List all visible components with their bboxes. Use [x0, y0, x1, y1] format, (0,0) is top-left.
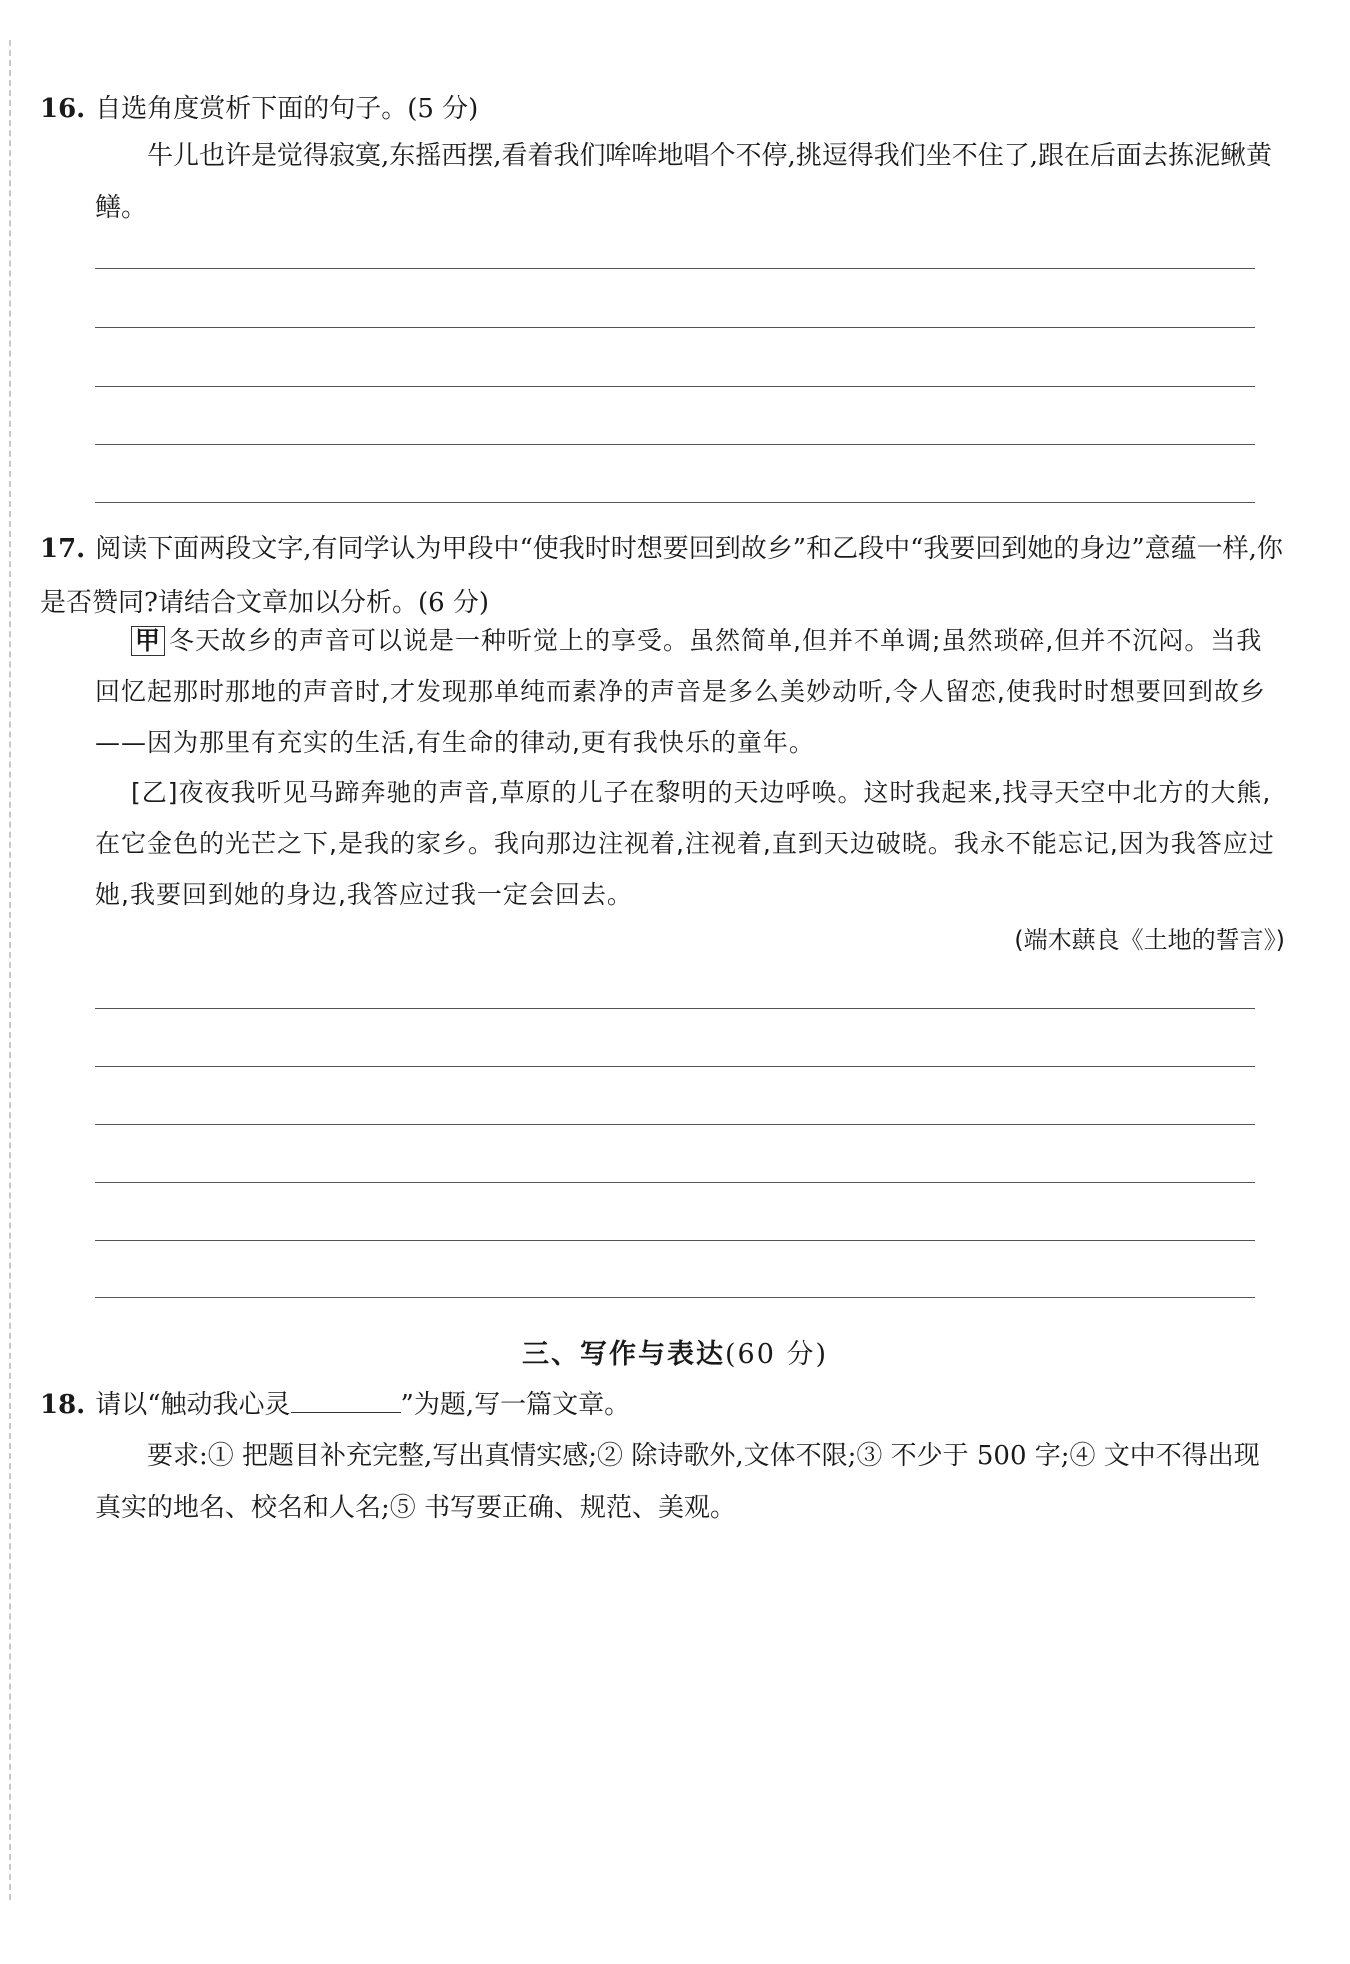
question-number: 16.: [40, 94, 86, 124]
question-text: 阅读下面两段文字,有同学认为甲段中“使我时时想要回到故乡”和乙段中“我要回到她的身边”意蕴一样,你是否赞同?请结合文章加以分析。(6 分): [40, 534, 1283, 618]
question-text-before: 请以“触动我心灵: [95, 1390, 291, 1420]
answer-line[interactable]: [95, 1066, 1255, 1067]
section-title-text: 三、写作与表达: [521, 1339, 725, 1370]
section-title: [0, 1332, 1350, 1371]
question-16-prompt: [40, 84, 1290, 134]
answer-line[interactable]: [95, 1297, 1255, 1298]
answer-line[interactable]: [95, 386, 1255, 387]
answer-line[interactable]: [95, 444, 1255, 445]
question-text-after: ”为题,写一篇文章。: [400, 1390, 631, 1420]
passage-yi-text: 夜夜我听见马蹄奔驰的声音,草原的儿子在黎明的天边呼唤。这时我起来,找寻天空中北方的大熊,在它金色的光芒之下,是我的家乡。我向那边注视着,注视着,直到天边破晓。我永不能忘记,因为我答应过她,我要回到她的身边,我答应过我一定会回去。: [95, 778, 1275, 909]
answer-line[interactable]: [95, 1182, 1255, 1183]
answer-line[interactable]: [95, 1008, 1255, 1009]
answer-line[interactable]: [95, 327, 1255, 328]
answer-line[interactable]: [95, 502, 1255, 503]
passage-yi: [95, 767, 1285, 920]
binding-margin-rule: [9, 40, 11, 1900]
title-blank[interactable]: [291, 1388, 401, 1413]
passage-jia: [95, 615, 1285, 768]
answer-line[interactable]: [95, 1124, 1255, 1125]
passage-jia-text: 冬天故乡的声音可以说是一种听觉上的享受。虽然简单,但并不单调;虽然琐碎,但并不沉闷。当我回忆起那时那地的声音时,才发现那单纯而素净的声音是多么美妙动听,令人留恋,使我时时想要回到故乡——因为那里有充实的生活,有生命的律动,更有我快乐的童年。: [95, 626, 1266, 757]
answer-line[interactable]: [95, 268, 1255, 269]
question-18-prompt: [40, 1380, 1290, 1430]
question-18-requirements: 要求:① 把题目补充完整,写出真情实感;② 除诗歌外,文体不限;③ 不少于 500 字;④ 文中不得出现真实的地名、校名和人名;⑤ 书写要正确、规范、美观。: [95, 1441, 1260, 1523]
answer-line[interactable]: [95, 1240, 1255, 1241]
passage-yi-label: [乙]: [131, 778, 179, 807]
question-number: 18.: [40, 1390, 86, 1420]
question-number: 17.: [40, 534, 86, 564]
question-16-sentence: 牛儿也许是觉得寂寞,东摇西摆,看着我们哞哞地唱个不停,挑逗得我们坐不住了,跟在后面去拣泥鳅黄鳝。: [95, 141, 1273, 223]
question-text: 自选角度赏析下面的句子。(5 分): [95, 94, 479, 124]
section-points: (60 分): [724, 1339, 828, 1370]
question-17-prompt: [40, 522, 1290, 630]
passage-jia-label: 甲: [131, 626, 165, 656]
passage-source: (端木蕻良《土地的誓言》): [1014, 926, 1285, 954]
